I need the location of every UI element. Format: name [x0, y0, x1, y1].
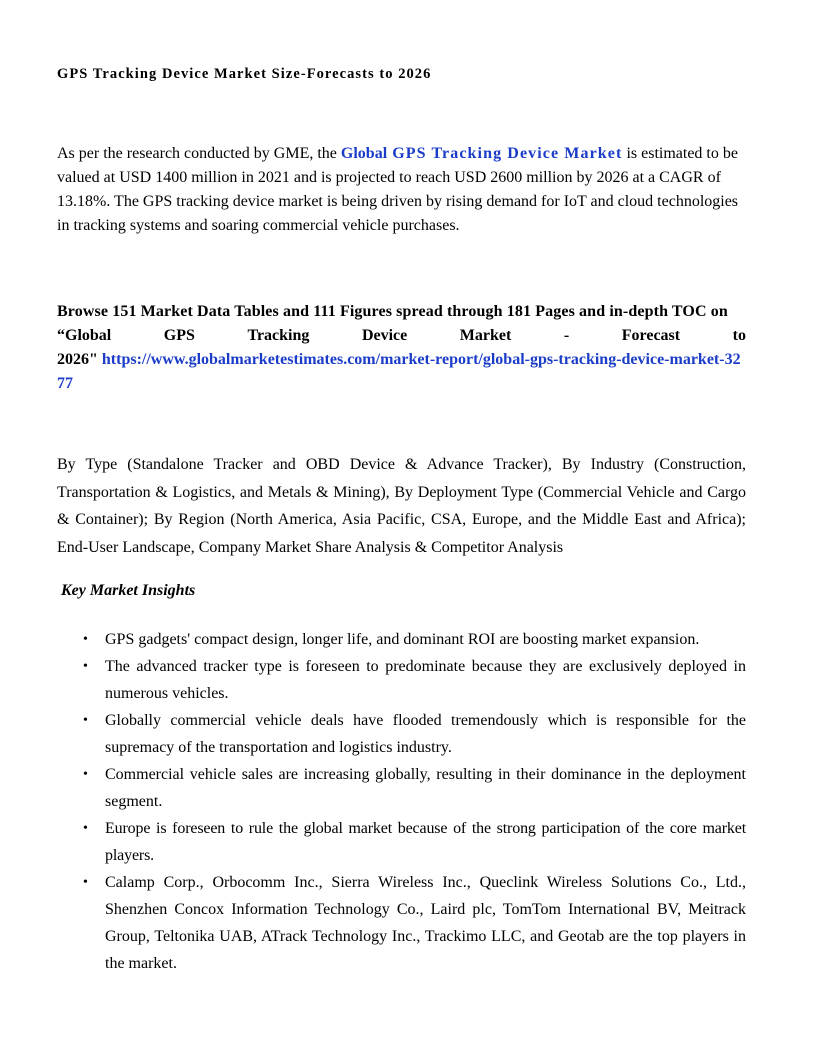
bullet-icon: •	[83, 659, 88, 674]
intro-text-before: As per the research conducted by GME, the	[57, 145, 341, 162]
browse-word: to	[732, 327, 746, 344]
browse-line-2	[57, 324, 746, 348]
list-item-text: Commercial vehicle sales are increasing globally, resulting in their dominance in the deployment segment.	[105, 766, 746, 810]
page-title: GPS Tracking Device Market Size-Forecasts to 2026	[57, 66, 432, 82]
list-item	[57, 869, 746, 977]
bullet-icon: •	[83, 713, 88, 728]
intro-link-global: Global	[340, 145, 388, 162]
browse-word: Forecast	[621, 327, 681, 344]
browse-word: -	[563, 327, 570, 344]
list-item-text: Calamp Corp., Orbocomm Inc., Sierra Wireless Inc., Queclink Wireless Solutions Co., Ltd., Shenzhen Concox Information Technology Co., Laird plc, TomTom International BV, Meitrack Group, Teltonika UAB, ATrack Technology Inc., Trackimo LLC, and Geotab are the top players in the market.	[105, 874, 746, 972]
list-item	[57, 653, 746, 707]
bullet-icon: •	[83, 821, 88, 836]
bullet-icon: •	[83, 767, 88, 782]
intro-paragraph	[57, 142, 746, 238]
list-item-text: The advanced tracker type is foreseen to predominate because they are exclusively deployed in numerous vehicles.	[105, 658, 746, 702]
key-insights-list	[57, 626, 746, 977]
list-item	[57, 815, 746, 869]
list-item	[57, 761, 746, 815]
list-item-text: GPS gadgets' compact design, longer life, and dominant ROI are boosting market expansion.	[105, 631, 700, 648]
intro-market-link[interactable]	[341, 145, 623, 162]
segments-paragraph: By Type (Standalone Tracker and OBD Device & Advance Tracker), By Industry (Construction, Transportation & Logistics, and Metals & Mining), By Deployment Type (Commercial Vehicle and Cargo & Container); By Region (North America, Asia Pacific, CSA, Europe, and the Middle East and Africa); End-User Landscape, Company Market Share Analysis & Competitor Analysis	[57, 456, 746, 556]
browse-line-1	[57, 300, 746, 324]
intro-link-name: GPS Tracking Device Market	[387, 145, 623, 162]
browse-word: Market	[459, 327, 512, 344]
browse-line-1-text: Browse 151 Market Data Tables and 111 Figures spread through 181 Pages and in-depth TOC on	[57, 303, 728, 320]
intro-text-after: is estimated to be valued at USD 1400 million in 2021 and is projected to reach USD 2600 million by 2026 at a CAGR of 13.18%. The GPS tracking device market is being driven by rising demand for IoT and cloud technologies in tracking systems and soaring commercial vehicle purchases.	[57, 145, 739, 234]
browse-word: GPS	[163, 327, 195, 344]
bullet-icon: •	[83, 875, 88, 890]
list-item	[57, 626, 746, 653]
browse-paragraph	[57, 300, 746, 396]
browse-year: 2026"	[57, 351, 102, 368]
list-item-text: Europe is foreseen to rule the global market because of the strong participation of the core market players.	[105, 820, 746, 864]
browse-word: Tracking	[247, 327, 310, 344]
browse-word: Device	[361, 327, 408, 344]
key-insights-heading: Key Market Insights	[61, 582, 196, 599]
browse-word: “Global	[57, 327, 112, 344]
report-url-link[interactable]: https://www.globalmarketestimates.com/market-report/global-gps-tracking-device-market-3277	[57, 351, 741, 392]
browse-line-3	[57, 348, 746, 396]
list-item	[57, 707, 746, 761]
list-item-text: Globally commercial vehicle deals have flooded tremendously which is responsible for the supremacy of the transportation and logistics industry.	[105, 712, 746, 756]
bullet-icon: •	[83, 632, 88, 647]
